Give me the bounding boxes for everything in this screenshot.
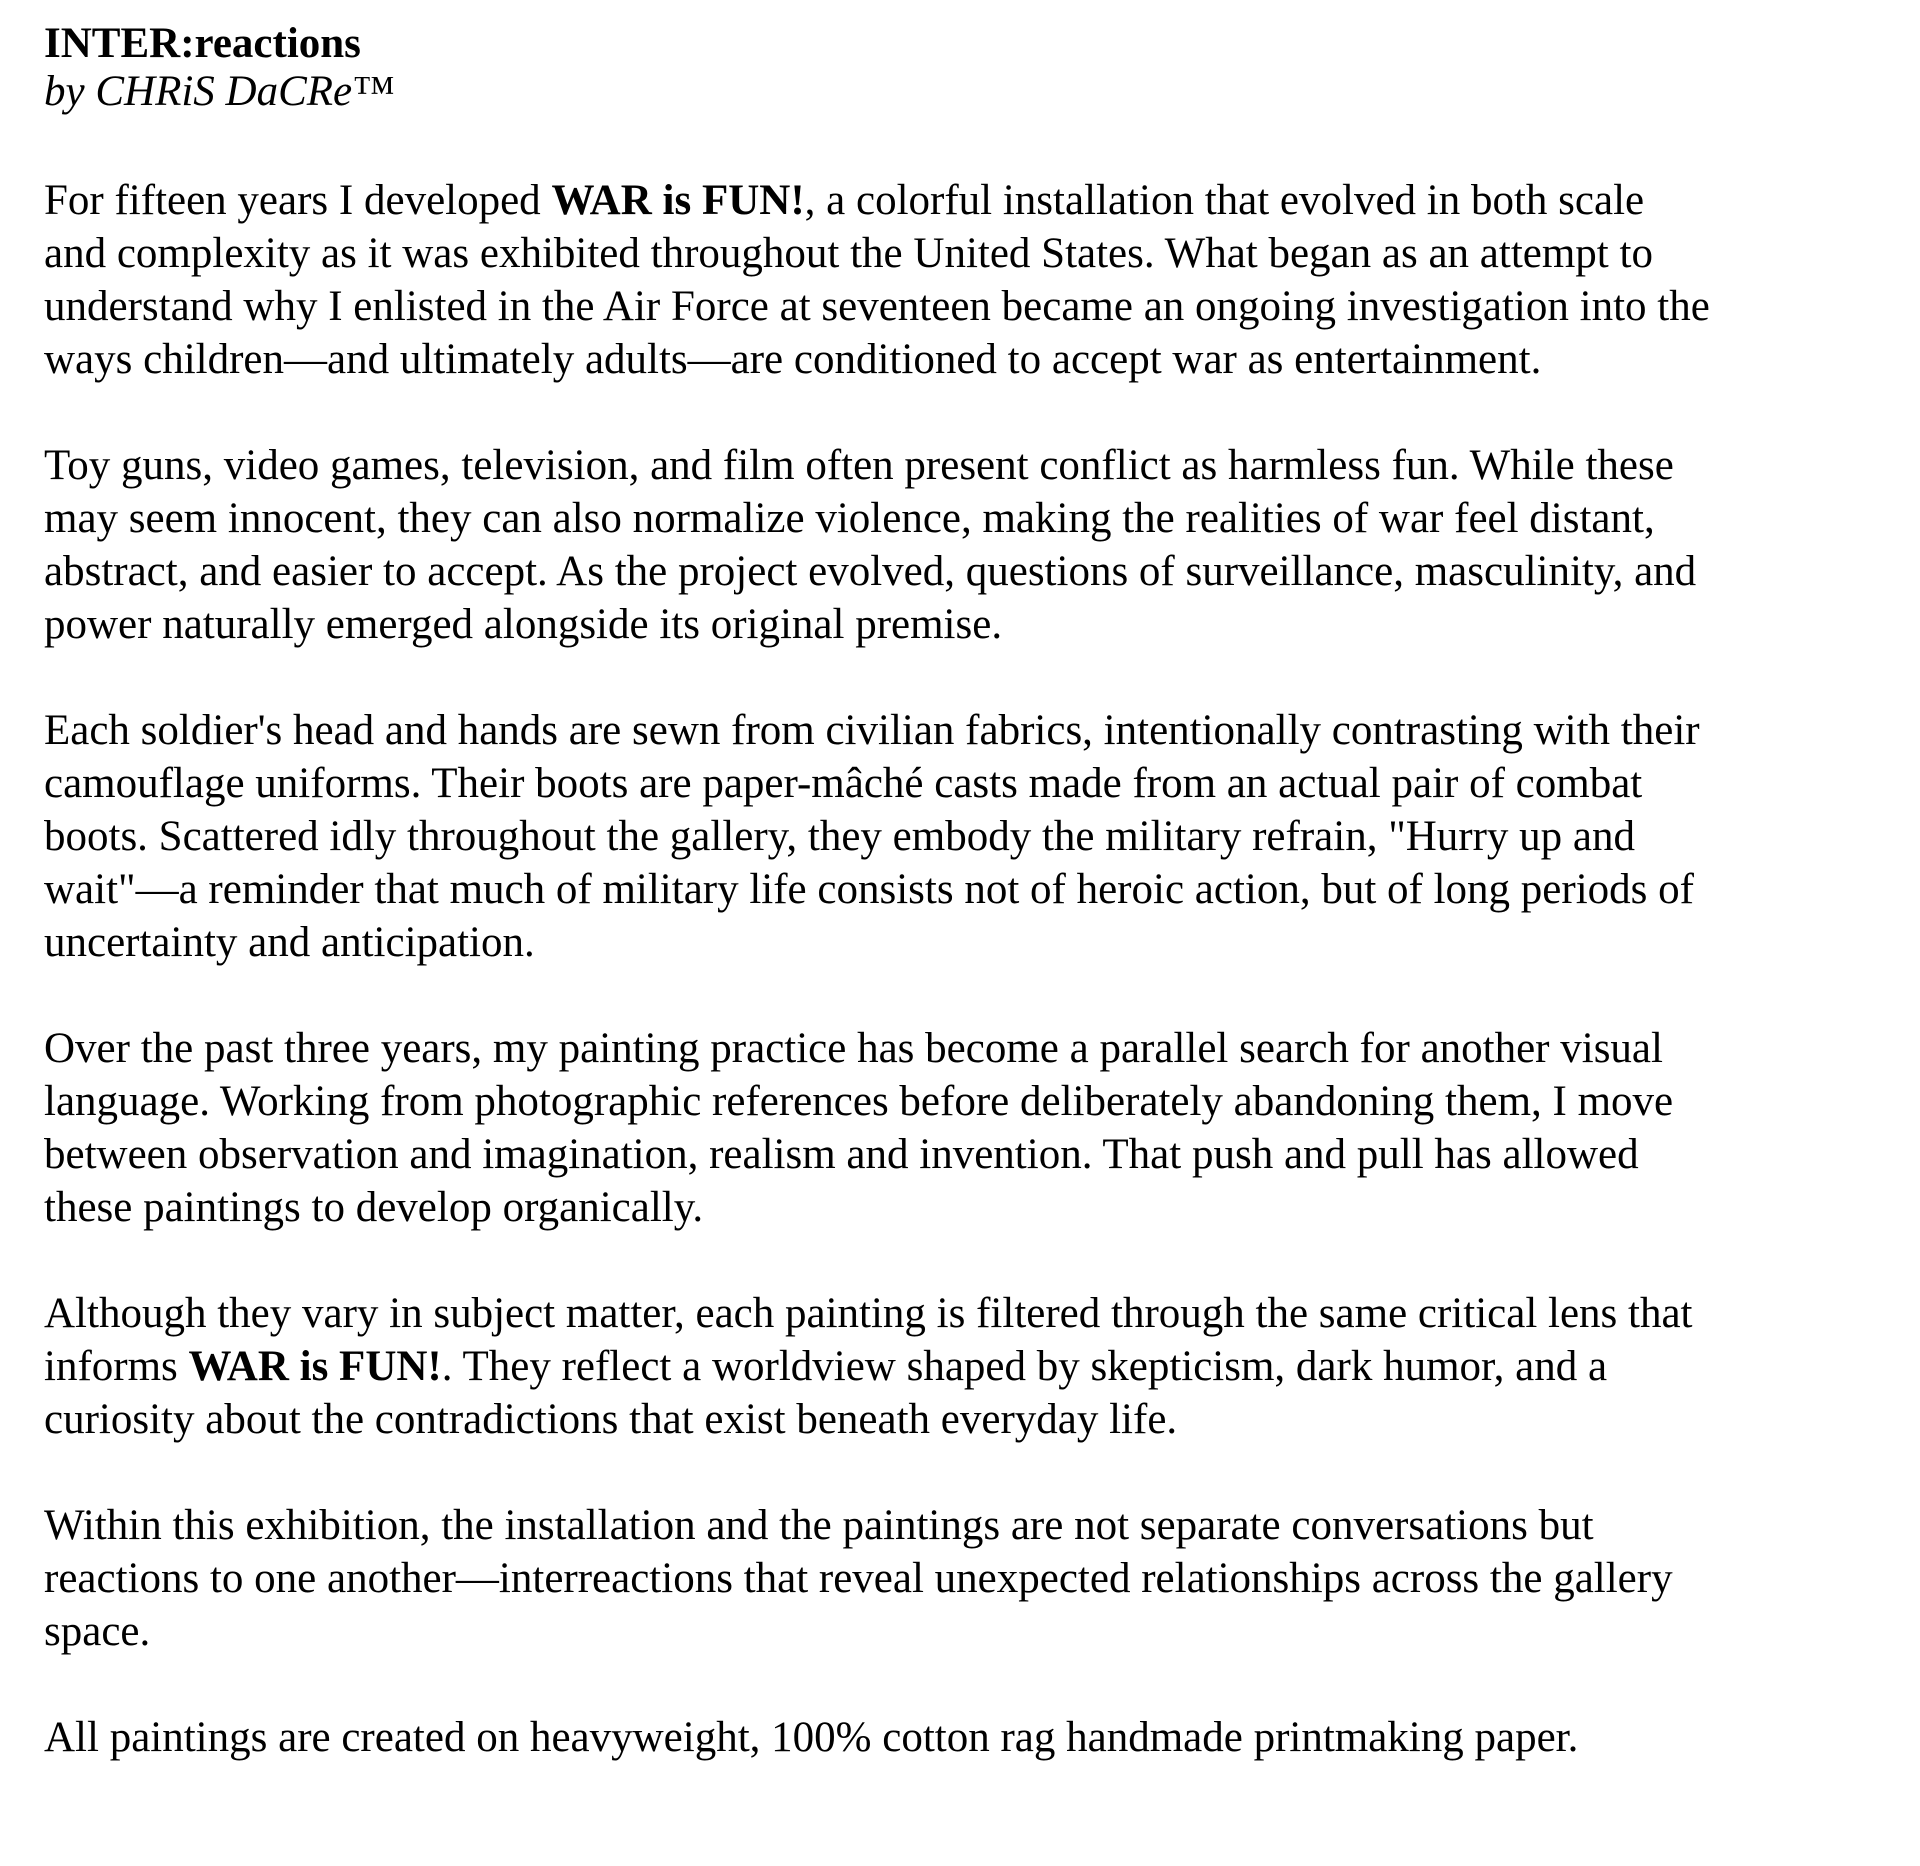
paragraph-1-line-4: ways children—and ultimately adults—are conditioned to accept war as entertainment. (44, 336, 1542, 383)
paragraph-7-line-1: All paintings are created on heavyweight, 100% cotton rag handmade printmaking paper. (44, 1714, 1579, 1761)
paragraph-4-line-2: language. Working from photographic references before deliberately abandoning them, I move (44, 1078, 1674, 1125)
paragraph-3 (44, 704, 1884, 969)
paragraph-3-line-1: Each soldier's head and hands are sewn from civilian fabrics, intentionally contrasting with their (44, 707, 1700, 754)
paragraph-4-line-3: between observation and imagination, realism and invention. That push and pull has allowed (44, 1131, 1639, 1178)
paragraph-1 (44, 174, 1884, 386)
paragraph-5-line-2 (44, 1340, 1884, 1393)
paragraph-3-line-3: boots. Scattered idly throughout the gallery, they embody the military refrain, "Hurry up and (44, 813, 1636, 860)
paragraph-1-line-3: understand why I enlisted in the Air Force at seventeen became an ongoing investigation into the (44, 283, 1710, 330)
document-title: INTER:reactions (44, 20, 361, 67)
spacer (44, 969, 1884, 1022)
paragraph-2-line-2: may seem innocent, they can also normalize violence, making the realities of war feel distant, (44, 495, 1655, 542)
text-run: informs (44, 1343, 189, 1390)
paragraph-6-line-1: Within this exhibition, the installation and the paintings are not separate conversations but (44, 1502, 1594, 1549)
paragraph-1-line-2: and complexity as it was exhibited throughout the United States. What began as an attempt to (44, 230, 1653, 277)
paragraph-3-line-2: camouflage uniforms. Their boots are paper-mâché casts made from an actual pair of combat (44, 760, 1643, 807)
paragraph-1-line-1 (44, 174, 1884, 227)
spacer (44, 116, 1884, 174)
paragraph-2-line-3: abstract, and easier to accept. As the project evolved, questions of surveillance, masculinity, and (44, 548, 1697, 595)
paragraph-2-line-1: Toy guns, video games, television, and film often present conflict as harmless fun. While these (44, 442, 1674, 489)
paragraph-6-line-3: space. (44, 1608, 151, 1655)
paragraph-4-line-1: Over the past three years, my painting practice has become a parallel search for another visual (44, 1025, 1663, 1072)
paragraph-2-line-4: power naturally emerged alongside its original premise. (44, 601, 1003, 648)
installation-title-bold: WAR is FUN! (188, 1343, 442, 1390)
paragraph-5 (44, 1287, 1884, 1446)
paragraph-3-line-5: uncertainty and anticipation. (44, 919, 535, 966)
spacer (44, 386, 1884, 439)
author-byline: by CHRiS DaCRe™ (44, 68, 395, 115)
paragraph-4 (44, 1022, 1884, 1234)
paragraph-6 (44, 1499, 1884, 1658)
paragraph-5-line-1: Although they vary in subject matter, each painting is filtered through the same critical lens that (44, 1290, 1693, 1337)
paragraph-4-line-4: these paintings to develop organically. (44, 1184, 704, 1231)
paragraph-6-line-2: reactions to one another—interreactions that reveal unexpected relationships across the gallery (44, 1555, 1673, 1602)
document-page (44, 20, 1884, 1764)
text-run: . They reflect a worldview shaped by skepticism, dark humor, and a (441, 1343, 1608, 1390)
paragraph-7 (44, 1711, 1884, 1764)
text-run: For fifteen years I developed (44, 177, 552, 224)
spacer (44, 1658, 1884, 1711)
paragraph-5-line-3: curiosity about the contradictions that exist beneath everyday life. (44, 1396, 1178, 1443)
installation-title-bold: WAR is FUN! (551, 177, 805, 224)
paragraph-3-line-4: wait"—a reminder that much of military life consists not of heroic action, but of long periods of (44, 866, 1694, 913)
paragraph-2 (44, 439, 1884, 651)
spacer (44, 1234, 1884, 1287)
spacer (44, 1446, 1884, 1499)
text-run: , a colorful installation that evolved in both scale (804, 177, 1645, 224)
spacer (44, 651, 1884, 704)
